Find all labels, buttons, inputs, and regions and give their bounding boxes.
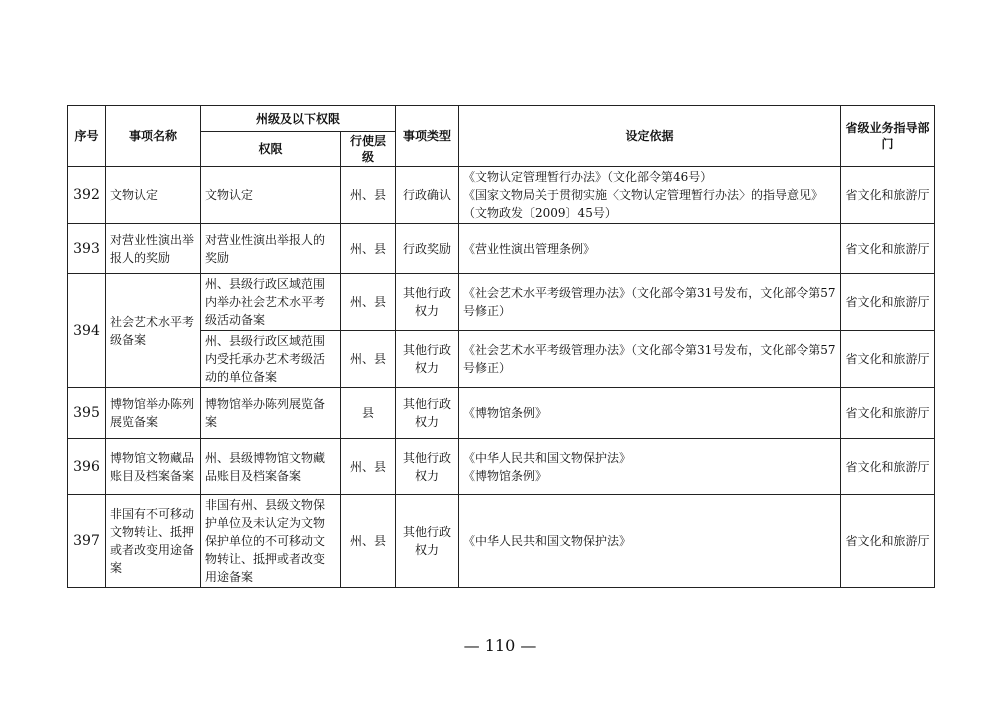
row-seq: 397 — [68, 495, 106, 588]
table-row — [68, 274, 935, 331]
row-item-type: 行政奖励 — [396, 224, 459, 274]
row-basis — [459, 167, 841, 224]
row-dept: 省文化和旅游厅 — [841, 388, 935, 439]
row-basis — [459, 274, 841, 331]
row-dept: 省文化和旅游厅 — [841, 495, 935, 588]
row-level: 州、县 — [341, 274, 396, 331]
table-row — [68, 224, 935, 274]
basis-line: 《博物馆条例》 — [463, 406, 548, 420]
basis-line: 《中华人民共和国文物保护法》 — [463, 450, 632, 465]
row-basis — [459, 224, 841, 274]
table-row — [68, 439, 935, 495]
row-dept: 省文化和旅游厅 — [841, 167, 935, 224]
row-level: 县 — [341, 388, 396, 439]
row-seq: 392 — [68, 167, 106, 224]
row-authority: 州、县级行政区域范围内受托承办艺术考级活动的单位备案 — [201, 331, 341, 388]
table-row — [68, 388, 935, 439]
row-item-name: 文物认定 — [106, 167, 201, 224]
basis-line: 《社会艺术水平考级管理办法》（文化部令第31号发布，文化部令第57号修正） — [463, 343, 836, 375]
row-seq: 395 — [68, 388, 106, 439]
row-basis — [459, 495, 841, 588]
row-item-type: 其他行政权力 — [396, 495, 459, 588]
table-row — [68, 167, 935, 224]
row-basis — [459, 388, 841, 439]
row-authority: 文物认定 — [201, 167, 341, 224]
row-item-type: 其他行政权力 — [396, 274, 459, 331]
row-seq: 394 — [68, 274, 106, 388]
row-dept: 省文化和旅游厅 — [841, 439, 935, 495]
header-dept: 省级业务指导部门 — [841, 106, 935, 167]
row-authority: 对营业性演出举报人的奖励 — [201, 224, 341, 274]
row-level: 州、县 — [341, 331, 396, 388]
row-seq: 396 — [68, 439, 106, 495]
row-item-name: 博物馆文物藏品账目及档案备案 — [106, 439, 201, 495]
row-basis — [459, 439, 841, 495]
row-item-type: 其他行政权力 — [396, 388, 459, 439]
row-dept: 省文化和旅游厅 — [841, 224, 935, 274]
row-item-type: 其他行政权力 — [396, 331, 459, 388]
row-item-name: 对营业性演出举报人的奖励 — [106, 224, 201, 274]
header-authority: 权限 — [201, 132, 341, 167]
row-level: 州、县 — [341, 224, 396, 274]
row-item-type: 行政确认 — [396, 167, 459, 224]
header-seq: 序号 — [68, 106, 106, 167]
basis-line: 《中华人民共和国文物保护法》 — [463, 534, 632, 548]
basis-line: 《社会艺术水平考级管理办法》（文化部令第31号发布，文化部令第57号修正） — [463, 286, 836, 318]
header-basis: 设定依据 — [459, 106, 841, 167]
row-authority: 博物馆举办陈列展览备案 — [201, 388, 341, 439]
basis-line: 《文物认定管理暂行办法》（文化部令第46号） — [463, 170, 713, 184]
header-level: 行使层级 — [341, 132, 396, 167]
row-authority: 州、县级行政区域范围内举办社会艺术水平考级活动备案 — [201, 274, 341, 331]
row-dept: 省文化和旅游厅 — [841, 331, 935, 388]
table-row — [68, 495, 935, 588]
header-item-name: 事项名称 — [106, 106, 201, 167]
basis-line: 《博物馆条例》 — [463, 468, 548, 483]
row-item-type: 其他行政权力 — [396, 439, 459, 495]
basis-line: 《营业性演出管理条例》 — [463, 241, 596, 256]
row-level: 州、县 — [341, 439, 396, 495]
row-item-name: 社会艺术水平考级备案 — [106, 274, 201, 388]
row-authority: 州、县级博物馆文物藏品账目及档案备案 — [201, 439, 341, 495]
row-level: 州、县 — [341, 495, 396, 588]
row-item-name: 非国有不可移动文物转让、抵押或者改变用途备案 — [106, 495, 201, 588]
row-level: 州、县 — [341, 167, 396, 224]
basis-line: 《国家文物局关于贯彻实施〈文物认定管理暂行办法〉的指导意见》（文物政发〔2009〕45号） — [463, 188, 824, 220]
row-dept: 省文化和旅游厅 — [841, 274, 935, 331]
authority-table — [67, 105, 935, 588]
row-seq: 393 — [68, 224, 106, 274]
page-number: — 110 — — [463, 636, 537, 655]
row-basis — [459, 331, 841, 388]
header-item-type: 事项类型 — [396, 106, 459, 167]
row-authority: 非国有州、县级文物保护单位及未认定为文物保护单位的不可移动文物转让、抵押或者改变用途备案 — [201, 495, 341, 588]
header-authority-group: 州级及以下权限 — [201, 106, 396, 132]
row-item-name: 博物馆举办陈列展览备案 — [106, 388, 201, 439]
